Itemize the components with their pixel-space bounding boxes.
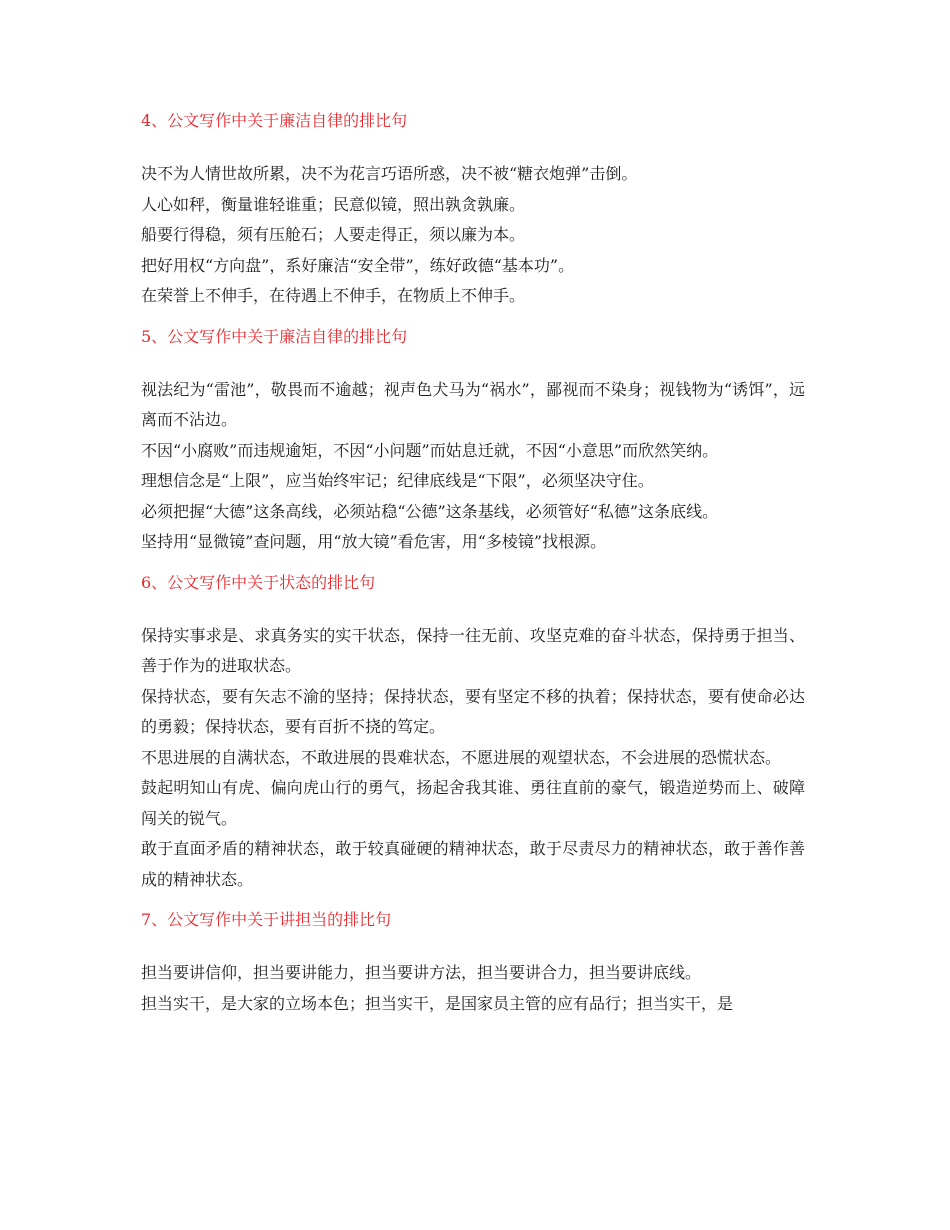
section-heading: 7、公文写作中关于讲担当的排比句: [141, 910, 392, 929]
paragraph: 鼓起明知山有虎、偏向虎山行的勇气，扬起舍我其谁、勇往直前的豪气，锻造逆势而上、破障闯关的锐气。: [141, 778, 805, 828]
section-5: [141, 322, 805, 558]
paragraph: 保持实事求是、求真务实的实干状态，保持一往无前、攻坚克难的奋斗状态，保持勇于担当、善于作为的进取状态。: [141, 625, 805, 675]
paragraph: 视法纪为“雷池”，敬畏而不逾越；视声色犬马为“祸水”，鄙视而不染身；视钱物为“诱饵”，远离而不沾边。: [141, 379, 805, 429]
section-7: [141, 905, 805, 1019]
section-heading: 4、公文写作中关于廉洁自律的排比句: [141, 111, 408, 130]
paragraph: 人心如秤，衡量谁轻谁重；民意似镜，照出孰贪孰廉。: [141, 194, 526, 214]
paragraph: 不因“小腐败”而违规逾矩，不因“小问题”而姑息迁就，不因“小意思”而欣然笑纳。: [141, 440, 719, 460]
section-heading: 5、公文写作中关于廉洁自律的排比句: [141, 326, 408, 346]
paragraph: 坚持用“显微镜”查问题，用“放大镜”看危害，用“多棱镜”找根源。: [141, 532, 607, 551]
section-4: [141, 106, 805, 312]
paragraph: 把好用权“方向盘”，系好廉洁“安全带”，练好政德“基本功”。: [141, 255, 575, 275]
paragraph: 担当实干，是大家的立场本色；担当实干，是国家员主管的应有品行；担当实干，是: [141, 993, 734, 1013]
section-heading: 6、公文写作中关于状态的排比句: [141, 572, 376, 592]
paragraph: 不思进展的自满状态，不敢进展的畏难状态，不愿进展的观望状态，不会进展的恐慌状态。: [141, 747, 782, 767]
paragraph: 保持状态，要有矢志不渝的坚持；保持状态，要有坚定不移的执着；保持状态，要有使命必达的勇毅；保持状态，要有百折不挠的笃定。: [141, 686, 805, 736]
paragraph: 在荣誉上不伸手，在待遇上不伸手，在物质上不伸手。: [141, 286, 526, 305]
paragraph: 担当要讲信仰，担当要讲能力，担当要讲方法，担当要讲合力，担当要讲底线。: [141, 963, 702, 982]
document-page: [141, 106, 805, 1019]
paragraph: 理想信念是“上限”，应当始终牢记；纪律底线是“下限”，必须坚决守住。: [141, 471, 654, 490]
section-6: [141, 568, 805, 896]
paragraph: 船要行得稳，须有压舱石；人要走得正，须以廉为本。: [141, 225, 526, 244]
paragraph: 决不为人情世故所累，决不为花言巧语所惑，决不被“糖衣炮弹”击倒。: [141, 164, 638, 183]
paragraph: 敢于直面矛盾的精神状态，敢于较真碰硬的精神状态，敢于尽责尽力的精神状态，敢于善作善成的精神状态。: [141, 839, 805, 889]
paragraph: 必须把握“大德”这条高线，必须站稳“公德”这条基线，必须管好“私德”这条底线。: [141, 501, 719, 521]
